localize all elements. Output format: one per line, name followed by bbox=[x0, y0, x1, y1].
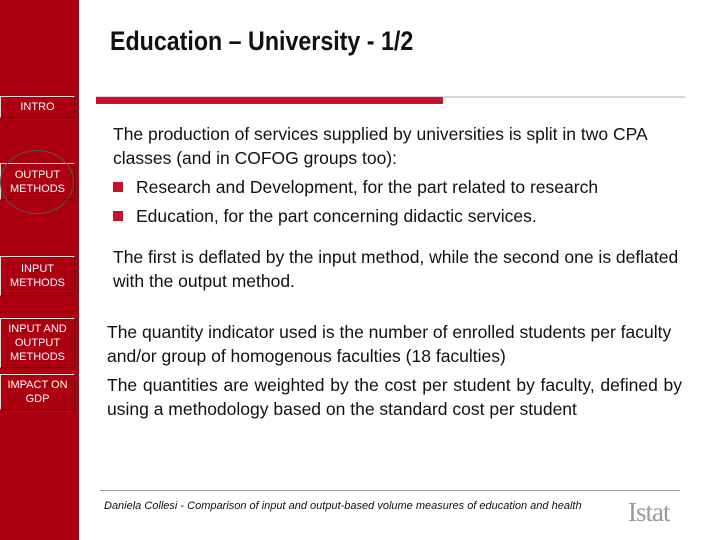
sidebar-item-intro[interactable] bbox=[0, 96, 75, 118]
sidebar-item-label: INPUT METHODS bbox=[10, 263, 65, 289]
sidebar-item-input-methods[interactable] bbox=[0, 256, 75, 296]
page-title: Education – University - 1/2 bbox=[110, 26, 414, 56]
paragraph-weighting: The quantities are weighted by the cost per student by faculty, defined by using a methodology based on the standard cost per student bbox=[107, 375, 682, 419]
paragraph-production: The production of services supplied by universities is split in two CPA classes (and in COFOG groups too): bbox=[113, 124, 647, 168]
list-item: Research and Development, for the part related to research bbox=[113, 175, 598, 199]
sidebar-item-label: INPUT AND OUTPUT METHODS bbox=[8, 323, 67, 363]
paragraph-deflation: The first is deflated by the input method, while the second one is deflated with the output method. bbox=[113, 247, 679, 291]
paragraph-quantity-indicator: The quantity indicator used is the number of enrolled students per faculty and/or group of homogenous faculties (18 faculties) bbox=[107, 322, 672, 366]
sidebar-item-label: IMPACT ON GDP bbox=[7, 379, 68, 405]
sidebar-item-label: OUTPUT METHODS bbox=[10, 168, 65, 195]
istat-logo: Istat bbox=[628, 497, 670, 527]
title-accent-bar bbox=[96, 97, 443, 104]
footer-citation: Daniela Collesi - Comparison of input and output-based volume measures of education and health bbox=[104, 500, 582, 512]
list-item: Education, for the part concerning didactic services. bbox=[113, 204, 537, 228]
sidebar-item-label: INTRO bbox=[20, 101, 55, 113]
bullet-square-icon bbox=[113, 182, 123, 192]
footer-divider bbox=[100, 490, 680, 491]
sidebar-item-input-and-output-methods[interactable] bbox=[0, 318, 75, 368]
bullet-square-icon bbox=[113, 211, 123, 221]
sidebar-item-impact-on-gdp[interactable] bbox=[0, 374, 75, 410]
highlight-ellipse bbox=[0, 150, 74, 214]
